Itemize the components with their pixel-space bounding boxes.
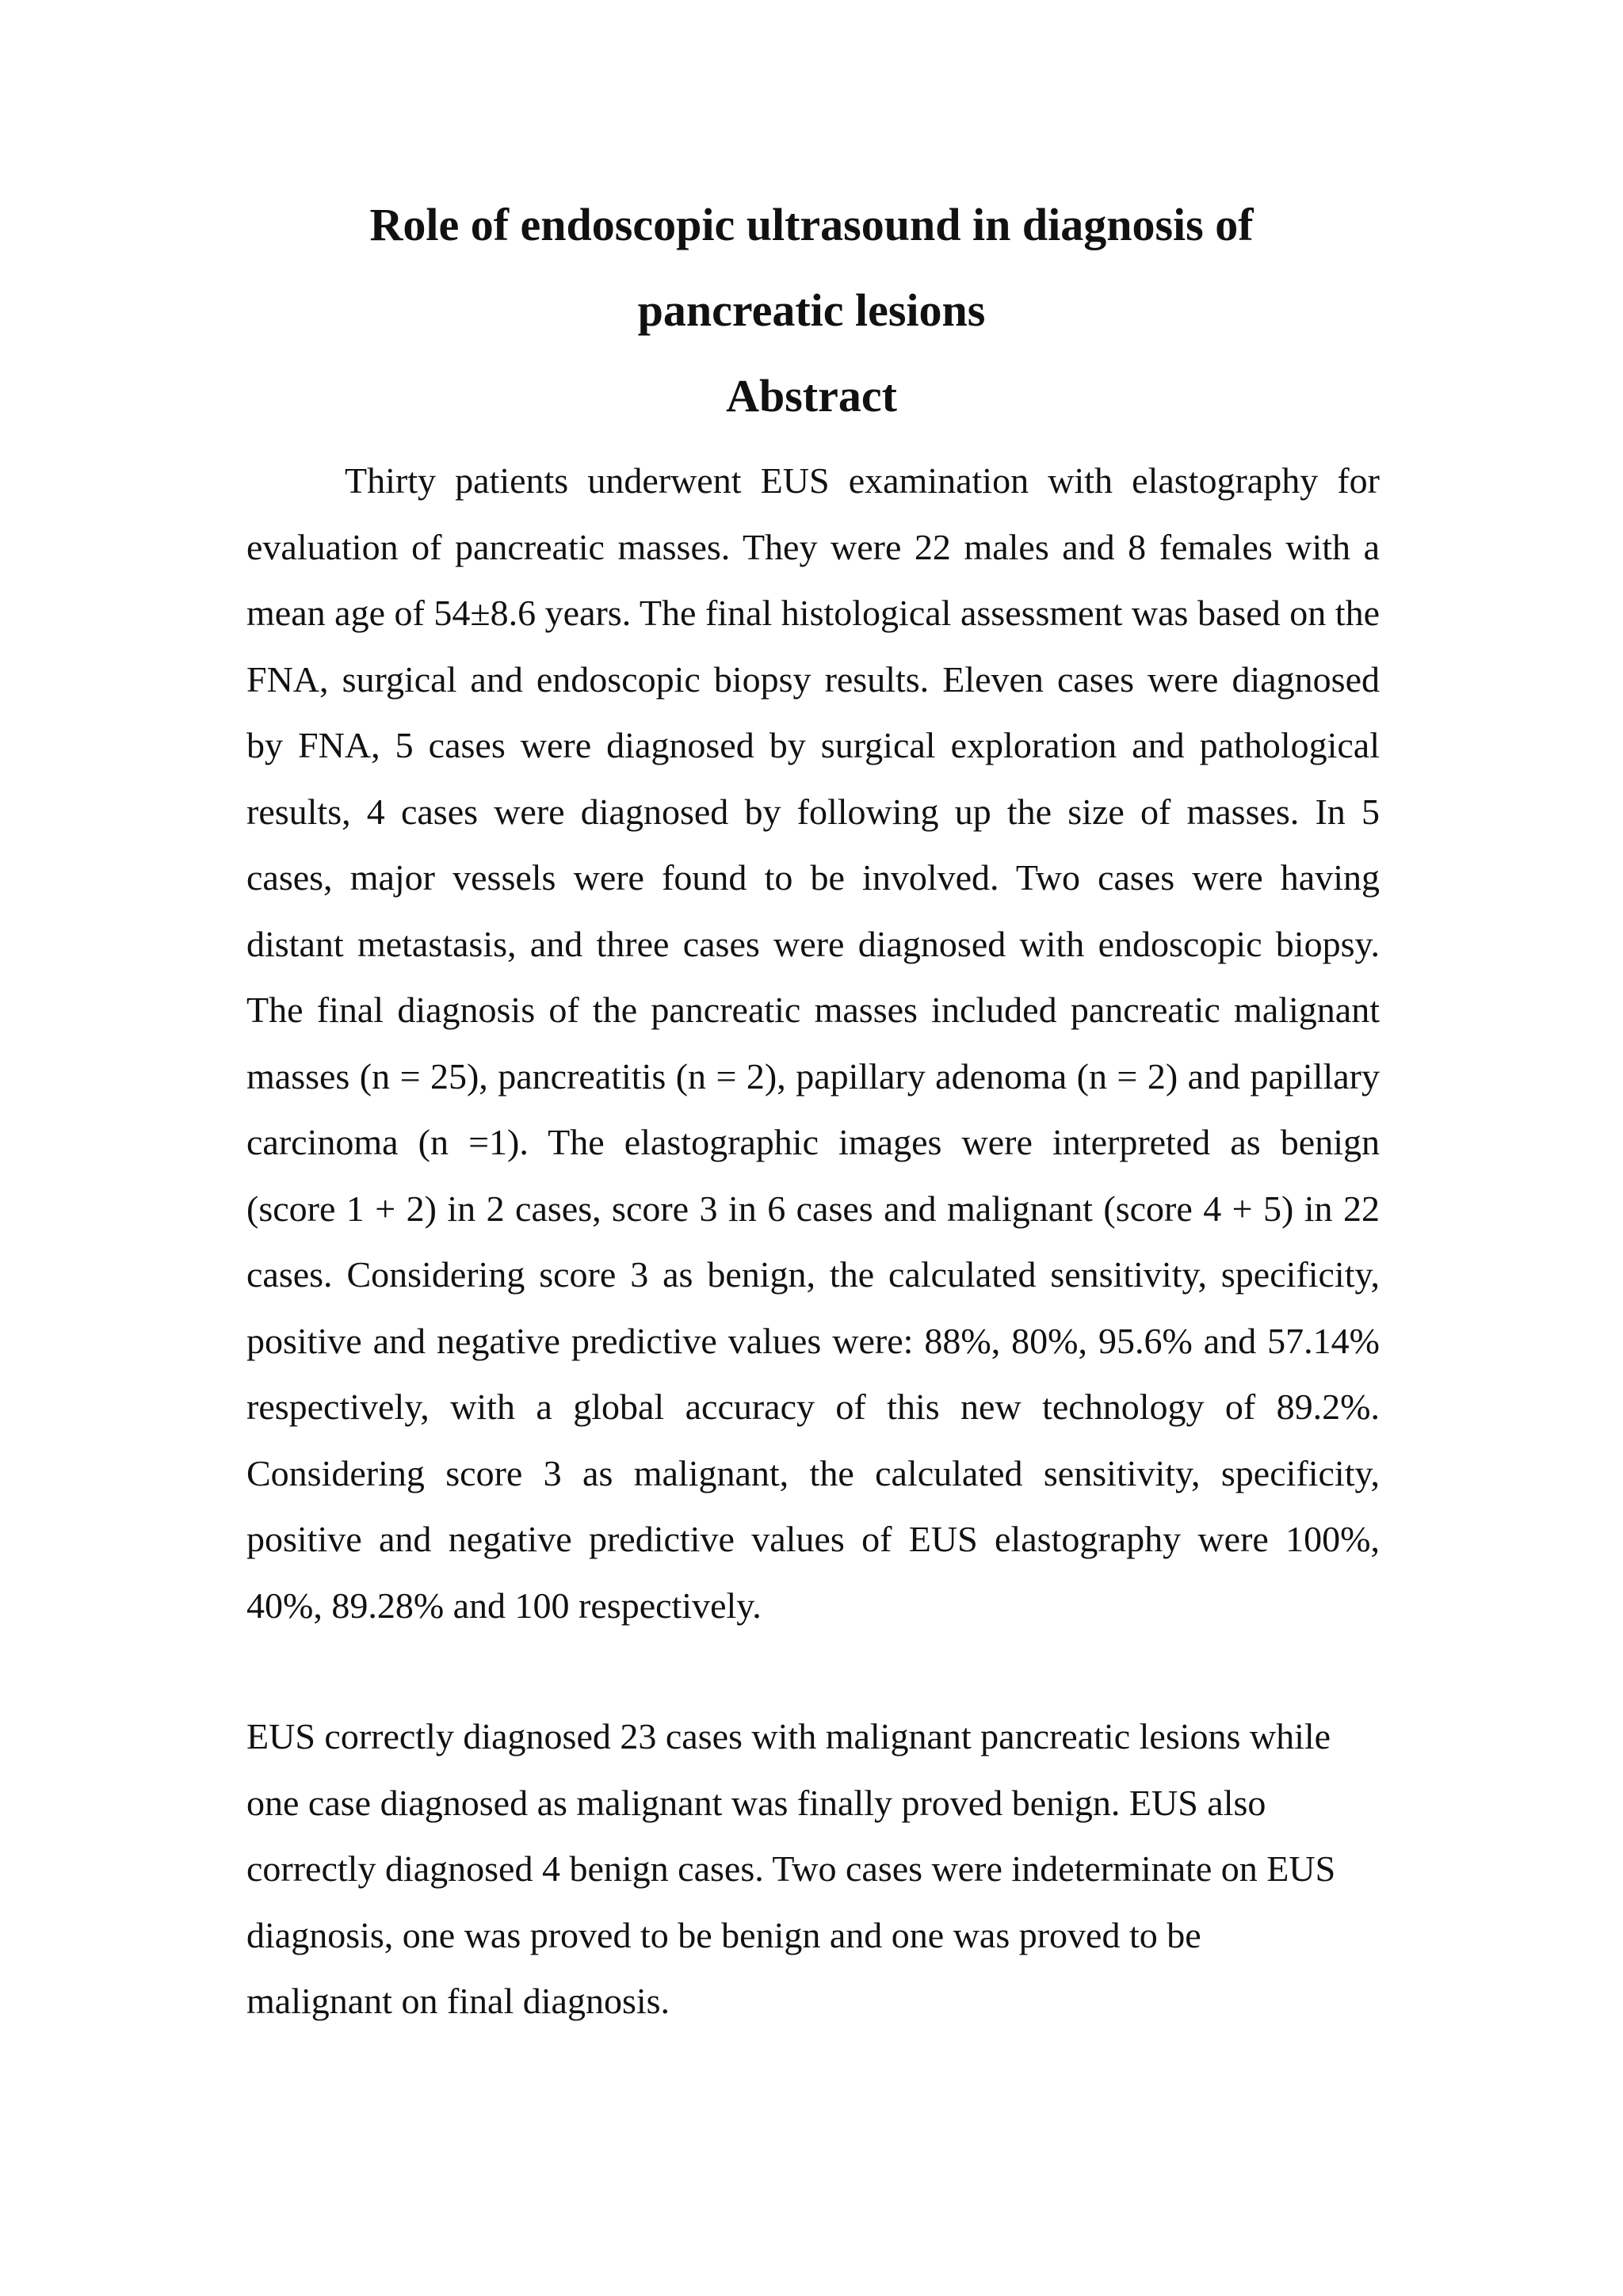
abstract-paragraph: Thirty patients underwent EUS examination with elastography for evaluation of pancreatic masses. They were 22 males and 8 females with a mean age of 54±8.6 years. The final histological assessment was based on the FNA, surgical and endoscopic biopsy results. Eleven cases were diagnosed by FNA, 5 cases were diagnosed by surgical exploration and pathological results, 4 cases were diagnosed by following up the size of masses. In 5 cases, major vessels were found to be involved. Two cases were having distant metastasis, and three cases were diagnosed with endoscopic biopsy. The final diagnosis of the pancreatic masses included pancreatic malignant masses (n = 25), pancreatitis (n = 2), papillary adenoma (n = 2) and papillary carcinoma (n =1). The elastographic images were interpreted as benign (score 1 + 2) in 2 cases, score 3 in 6 cases and malignant (score 4 + 5) in 22 cases. Considering score 3 as benign, the calculated sensitivity, specificity, positive and negative predictive values were: 88%, 80%, 95.6% and 57.14% respectively, with a global accuracy of this new technology of 89.2%. Considering score 3 as malignant, the calculated sensitivity, specificity, positive and negative predictive values of EUS elastography were 100%, 40%, 89.28% and 100 respectively. bbox=[246, 460, 1380, 1626]
abstract-paragraph: EUS correctly diagnosed 23 cases with malignant pancreatic lesions while one case diagnosed as malignant was finally proved benign. EUS also correctly diagnosed 4 benign cases. Two cases were indeterminate on EUS diagnosis, one was proved to be benign and one was proved to be malignant on final diagnosis. bbox=[246, 1716, 1336, 2021]
abstract-heading: Abstract bbox=[726, 370, 897, 421]
document-title-line-1: Role of endoscopic ultrasound in diagnosis of bbox=[369, 199, 1254, 250]
document-title-line-2: pancreatic lesions bbox=[637, 284, 986, 336]
